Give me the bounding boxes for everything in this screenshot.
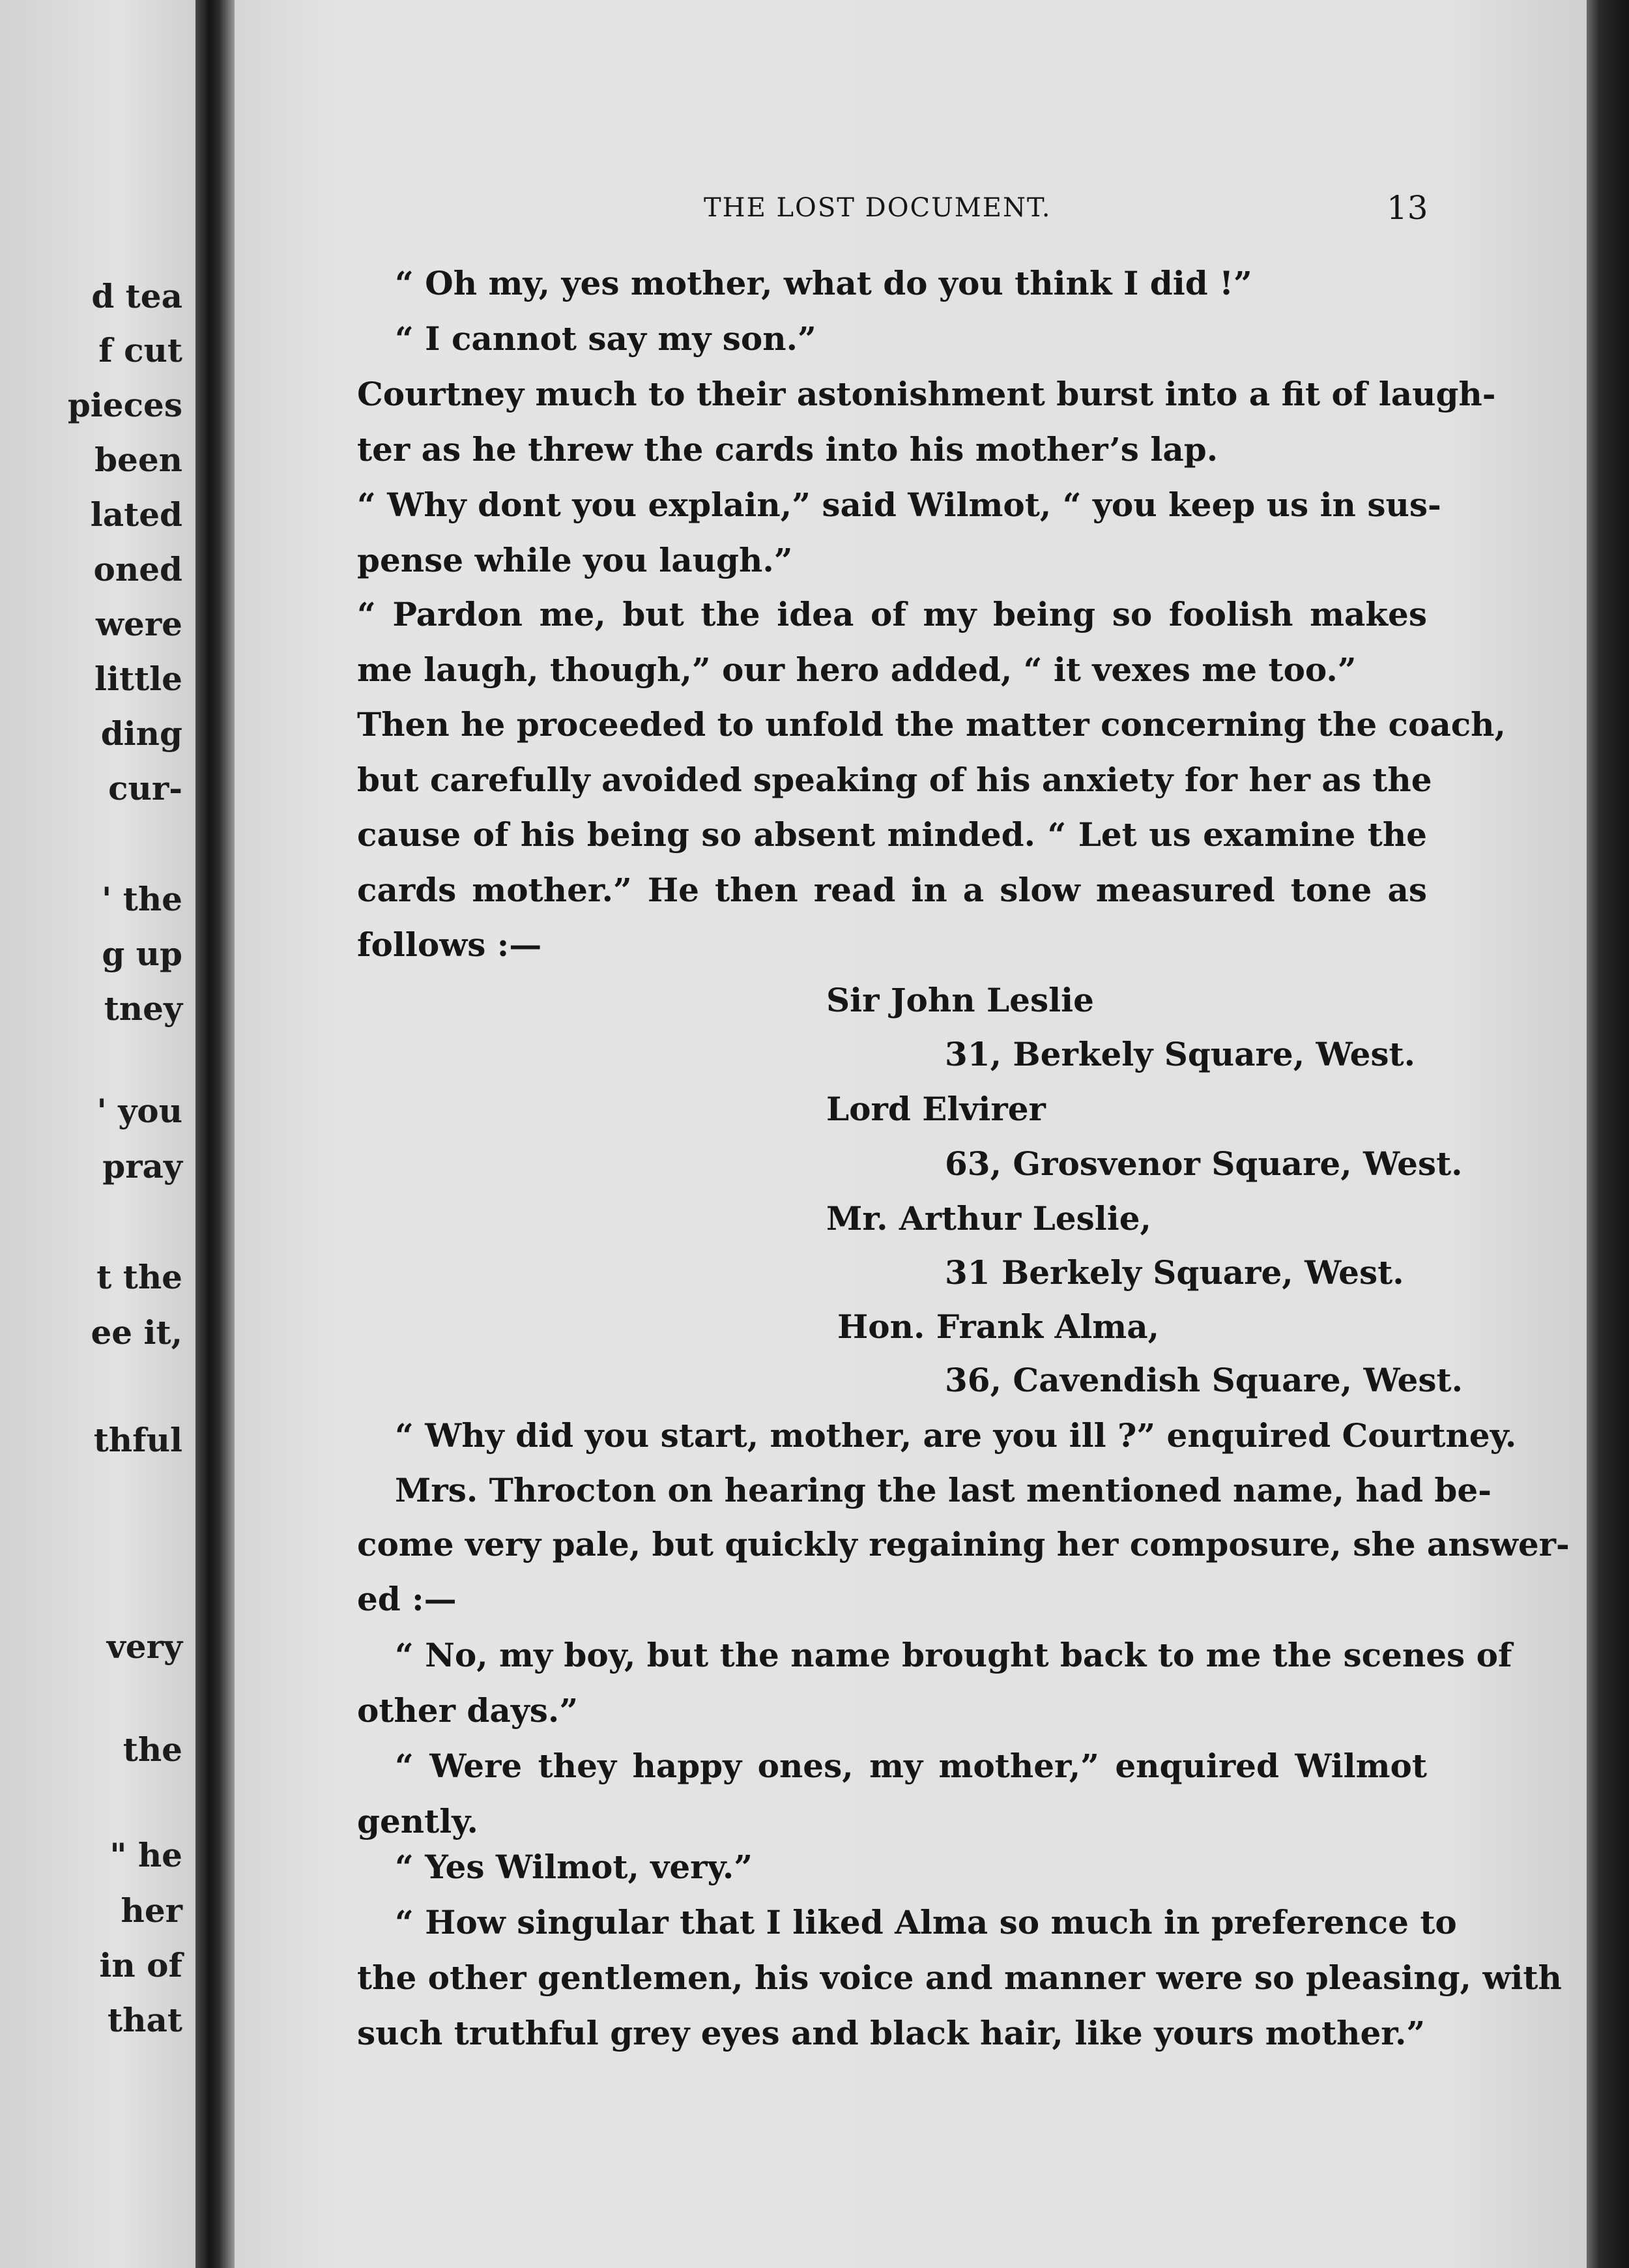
- text-line: the other gentlemen, his voice and manner were so pleasing, with: [357, 1958, 1562, 1997]
- text-line: other days.”: [357, 1691, 579, 1730]
- text-line: cards mother.” He then read in a slow measured tone as: [357, 871, 1427, 909]
- facing-line: oned: [93, 550, 182, 589]
- facing-line: t the: [96, 1258, 182, 1296]
- running-head: THE LOST DOCUMENT.: [704, 193, 1052, 223]
- text-line: such truthful grey eyes and black hair, like yours mother.”: [357, 2014, 1426, 2052]
- text-line: come very pale, but quickly regaining her composure, she answer-: [357, 1525, 1570, 1563]
- text-line: gently.: [357, 1802, 478, 1840]
- facing-page: [0, 0, 195, 2268]
- text-line: “ No, my boy, but the name brought back to me the scenes of: [395, 1636, 1512, 1674]
- facing-line: very: [106, 1627, 182, 1666]
- card-address: 31 Berkely Square, West.: [945, 1253, 1404, 1292]
- card-address: 31, Berkely Square, West.: [945, 1035, 1416, 1073]
- text-line: “ Oh my, yes mother, what do you think I did !”: [395, 264, 1252, 302]
- facing-line: pray: [102, 1147, 182, 1185]
- text-line: ed :—: [357, 1580, 457, 1618]
- card-name: Hon. Frank Alma,: [837, 1307, 1160, 1346]
- facing-line: ' you: [96, 1092, 182, 1130]
- facing-line: " he: [109, 1836, 182, 1874]
- text-line: “ Were they happy ones, my mother,” enquired Wilmot: [395, 1747, 1427, 1785]
- facing-line: been: [94, 441, 182, 479]
- text-line: “ Yes Wilmot, very.”: [395, 1848, 753, 1886]
- facing-line: pieces: [67, 386, 182, 424]
- facing-line: cur-: [108, 769, 182, 807]
- facing-line: f cut: [98, 331, 182, 370]
- page-edge: [1587, 0, 1629, 2268]
- card-name: Mr. Arthur Leslie,: [826, 1199, 1151, 1238]
- text-line: ter as he threw the cards into his mother’s lap.: [357, 430, 1218, 469]
- text-line: me laugh, though,” our hero added, “ it vexes me too.”: [357, 650, 1357, 689]
- facing-line: that: [108, 2001, 182, 2039]
- text-line: “ I cannot say my son.”: [395, 319, 816, 358]
- facing-line: little: [94, 660, 182, 698]
- facing-line: ee it,: [91, 1313, 182, 1352]
- facing-line: thful: [93, 1421, 182, 1459]
- text-line: follows :—: [357, 925, 542, 964]
- card-name: Lord Elvirer: [826, 1090, 1046, 1128]
- facing-line: lated: [90, 495, 182, 534]
- facing-line: ' the: [102, 880, 182, 918]
- text-line: but carefully avoided speaking of his anxiety for her as the: [357, 761, 1432, 799]
- facing-line: in of: [99, 1946, 182, 1984]
- card-address: 63, Grosvenor Square, West.: [945, 1144, 1463, 1183]
- facing-line: the: [123, 1730, 182, 1769]
- facing-line: g up: [102, 935, 182, 973]
- text-line: cause of his being so absent minded. “ Let us examine the: [357, 815, 1427, 854]
- card-address: 36, Cavendish Square, West.: [945, 1361, 1463, 1399]
- text-line: pense while you laugh.”: [357, 541, 793, 579]
- text-line: Mrs. Throcton on hearing the last mentioned name, had be-: [395, 1471, 1492, 1509]
- text-line: “ Why dont you explain,” said Wilmot, “ you keep us in sus-: [357, 486, 1441, 524]
- facing-line: ding: [100, 714, 182, 753]
- book-gutter: [195, 0, 235, 2268]
- text-line: “ Pardon me, but the idea of my being so foolish makes: [357, 595, 1427, 633]
- facing-line: d tea: [91, 277, 182, 315]
- text-line: “ Why did you start, mother, are you ill ?” enquired Courtney.: [395, 1416, 1517, 1455]
- text-line: Courtney much to their astonishment burst into a fit of laugh-: [357, 375, 1496, 413]
- facing-line: were: [95, 605, 182, 643]
- facing-line: her: [121, 1891, 182, 1930]
- card-name: Sir John Leslie: [826, 981, 1094, 1019]
- page-number: 13: [1387, 189, 1428, 227]
- text-line: “ How singular that I liked Alma so much in preference to: [395, 1903, 1457, 1941]
- text-line: Then he proceeded to unfold the matter concerning the coach,: [357, 705, 1506, 744]
- facing-line: tney: [104, 989, 182, 1028]
